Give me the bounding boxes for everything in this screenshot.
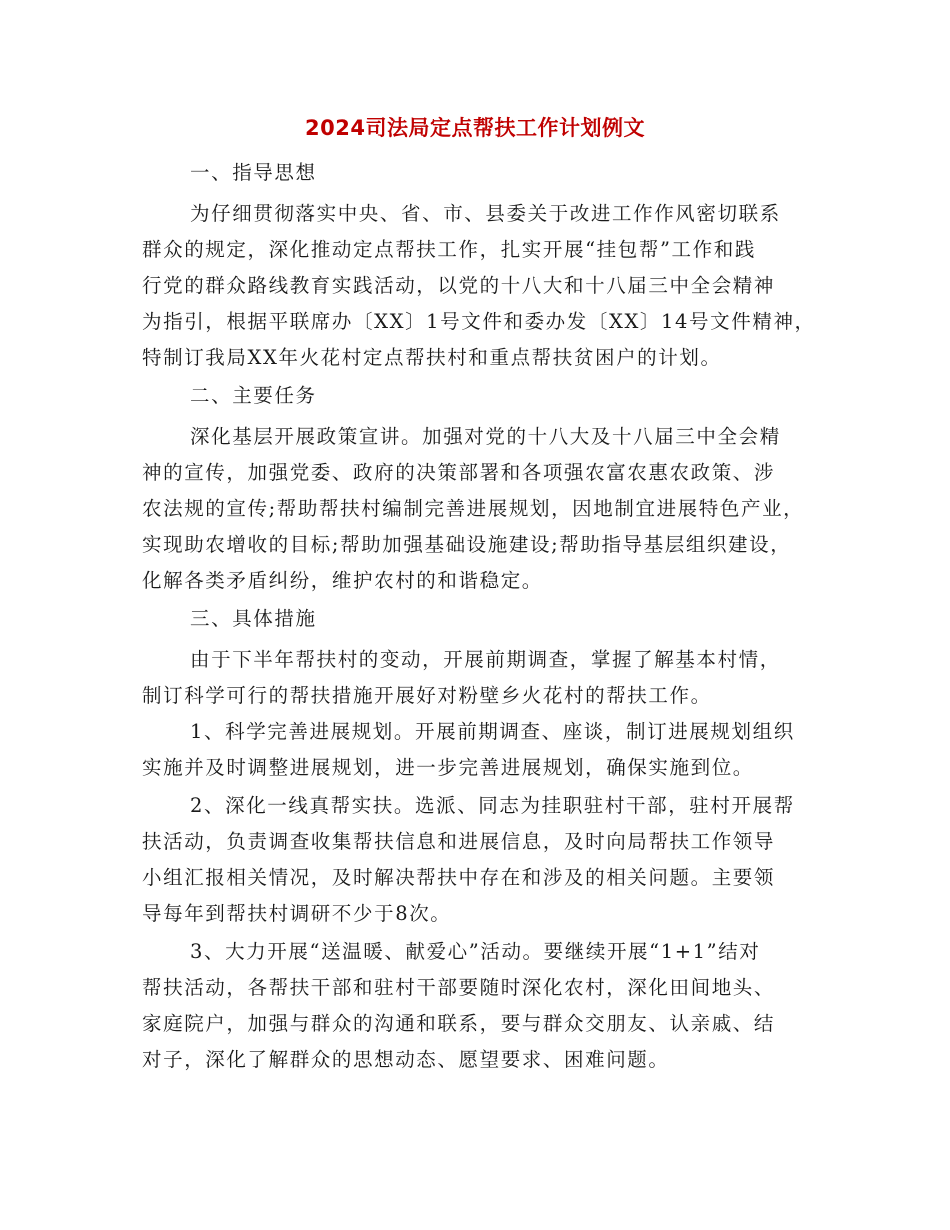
paragraph-line: 导每年到帮扶村调研不少于8次。	[142, 902, 452, 925]
paragraph-line: 扶活动，负责调查收集帮扶信息和进展信息，及时向局帮扶工作领导	[142, 830, 776, 853]
paragraph-line: 对子，深化了解群众的思想动态、愿望要求、困难问题。	[142, 1048, 670, 1071]
paragraph-line: 小组汇报相关情况，及时解决帮扶中存在和涉及的相关问题。主要领	[142, 866, 776, 889]
paragraph-line: 农法规的宣传;帮助帮扶村编制完善进展规划，因地制宜进展特色产业，	[142, 497, 805, 520]
document-title: 2024司法局定点帮扶工作计划例文	[305, 116, 645, 140]
paragraph-line: 制订科学可行的帮扶措施开展好对粉壁乡火花村的帮扶工作。	[142, 684, 712, 707]
paragraph-line: 化解各类矛盾纠纷，维护农村的和谐稳定。	[142, 569, 543, 592]
paragraph-line: 1、科学完善进展规划。开展前期调查、座谈，制订进展规划组织	[190, 720, 795, 743]
paragraph-line: 由于下半年帮扶村的变动，开展前期调查，掌握了解基本村情，	[190, 648, 781, 671]
paragraph-line: 行党的群众路线教育实践活动，以党的十八大和十八届三中全会精神	[142, 274, 776, 297]
paragraph-line: 群众的规定，深化推动定点帮扶工作，扎实开展“挂包帮”工作和践	[142, 238, 756, 261]
paragraph-line: 特制订我局XX年火花村定点帮扶村和重点帮扶贫困户的计划。	[142, 346, 722, 369]
paragraph-line: 3、大力开展“送温暖、献爱心”活动。要继续开展“1+1”结对	[190, 940, 761, 963]
paragraph-line: 为仔细贯彻落实中央、省、市、县委关于改进工作作风密切联系	[190, 202, 781, 225]
paragraph-line: 实施并及时调整进展规划，进一步完善进展规划，确保实施到位。	[142, 756, 754, 779]
section-heading-main-tasks: 二、主要任务	[190, 384, 317, 407]
paragraph-line: 实现助农增收的目标;帮助加强基础设施建设;帮助指导基层组织建设，	[142, 533, 792, 556]
section-heading-specific-measures: 三、具体措施	[190, 607, 317, 630]
section-heading-guiding-ideology: 一、指导思想	[190, 161, 317, 184]
paragraph-line: 为指引，根据平联席办〔XX〕1号文件和委办发〔XX〕14号文件精神，	[142, 310, 816, 333]
paragraph-line: 2、深化一线真帮实扶。选派、同志为挂职驻村干部，驻村开展帮	[190, 794, 795, 817]
paragraph-line: 深化基层开展政策宣讲。加强对党的十八大及十八届三中全会精	[190, 425, 781, 448]
paragraph-line: 家庭院户，加强与群众的沟通和联系，要与群众交朋友、认亲戚、结	[142, 1012, 776, 1035]
paragraph-line: 神的宣传，加强党委、政府的决策部署和各项强农富农惠农政策、涉	[142, 461, 776, 484]
paragraph-line: 帮扶活动，各帮扶干部和驻村干部要随时深化农村，深化田间地头、	[142, 976, 776, 999]
